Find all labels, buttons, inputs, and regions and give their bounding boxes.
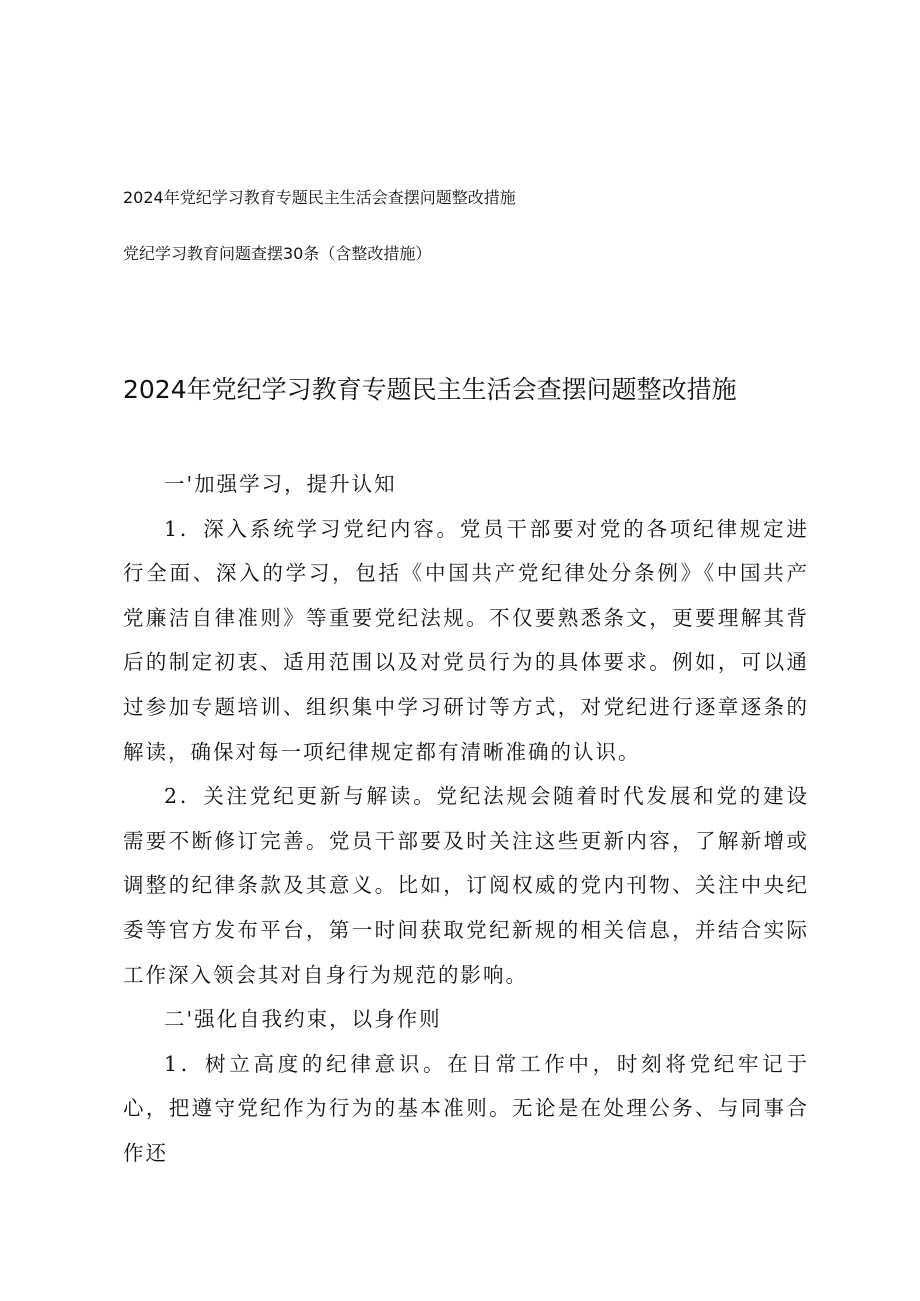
toc-line-2: 党纪学习教育问题查摆30条（含整改措施） xyxy=(123,244,432,263)
section-heading-2: 二'强化自我约束，以身作则 xyxy=(164,1007,442,1032)
body-paragraph: 1．深入系统学习党纪内容。党员干部要对党的各项纪律规定进行全面、深入的学习，包括《中国共产党纪律处分条例》《中国共产党廉洁自律准则》等重要党纪法规。不仅要熟悉条文，更要理解其背后的制定初衷、适用范围以及对党员行为的具体要求。例如，可以通过参加专题培训、组织集中学习研讨等方式，对党纪进行逐章逐条的解读，确保对每一项纪律规定都有清晰准确的认识。 xyxy=(123,516,809,764)
document-body xyxy=(123,462,809,1176)
toc-line-1: 2024年党纪学习教育专题民主生活会查摆问题整改措施 xyxy=(123,188,516,207)
body-paragraph: 2．关注党纪更新与解读。党纪法规会随着时代发展和党的建设需要不断修订完善。党员干部要及时关注这些更新内容，了解新增或调整的纪律条款及其意义。比如，订阅权威的党内刊物、关注中央纪委等官方发布平台，第一时间获取党纪新规的相关信息，并结合实际工作深入领会其对自身行为规范的影响。 xyxy=(123,784,809,987)
body-paragraph: 1．树立高度的纪律意识。在日常工作中，时刻将党纪牢记于心，把遵守党纪作为行为的基本准则。无论是在处理公务、与同事合作还 xyxy=(123,1051,809,1165)
document-title: 2024年党纪学习教育专题民主生活会查摆问题整改措施 xyxy=(123,375,737,404)
section-heading-1: 一'加强学习，提升认知 xyxy=(164,472,397,496)
